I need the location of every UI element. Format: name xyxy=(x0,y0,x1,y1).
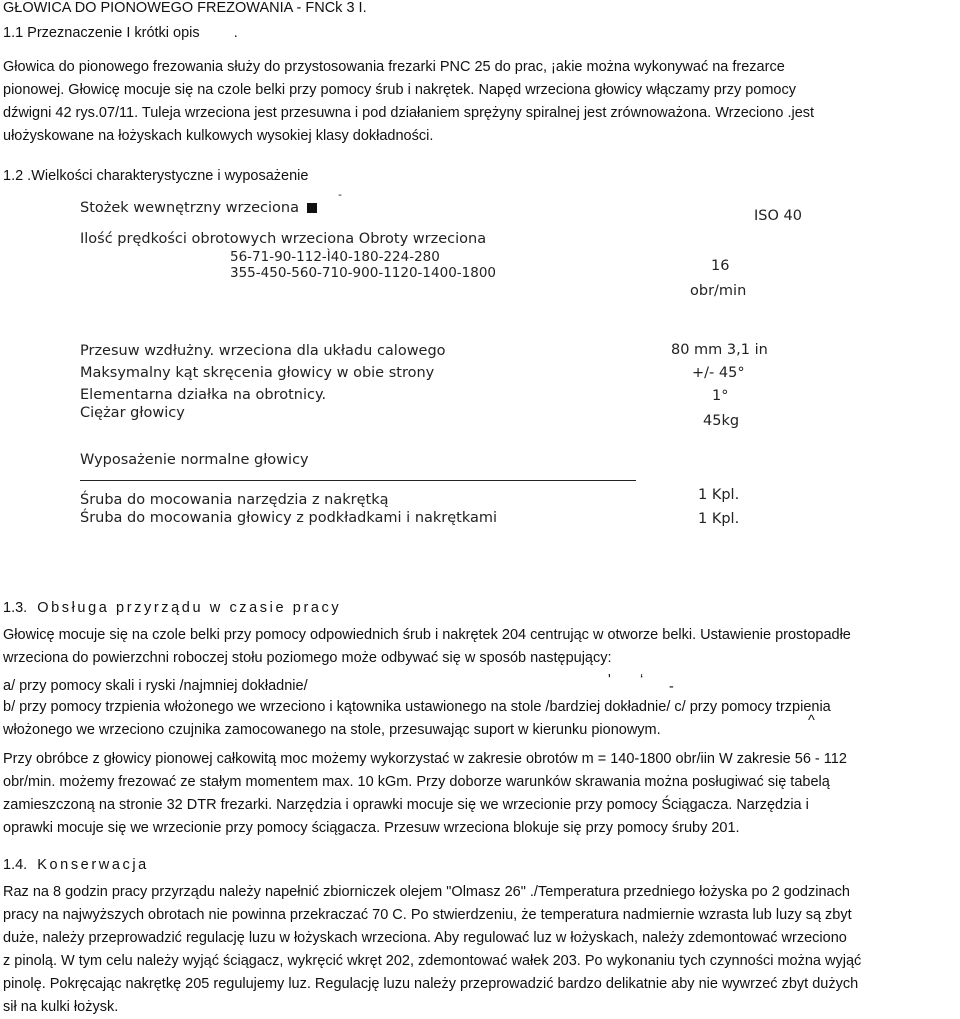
section-1-1-body xyxy=(3,56,958,148)
section-1-1-heading-text: 1.1 Przeznaczenie I krótki opis xyxy=(3,25,200,41)
equipment-value: 1 Kpl. xyxy=(698,487,740,503)
square-bullet-icon xyxy=(307,203,317,213)
section-number: 1.4. xyxy=(3,857,28,873)
text-line: Głowicę mocuje się na czole belki przy pomocy odpowiednich śrub i nakrętek 204 centrując w otworze belki. Ustawienie prostopadłe xyxy=(3,627,851,643)
item-a-mark: ‘ xyxy=(640,672,644,688)
param-label: Przesuw wzdłużny. wrzeciona dla układu calowego xyxy=(80,343,446,359)
speeds-unit: obr/min xyxy=(690,283,747,299)
document-title: GŁOWICA DO PIONOWEGO FREZOWANIA - FNCk 3 I. xyxy=(3,0,367,16)
section-1-3-heading xyxy=(3,600,341,616)
equipment-label: Śruba do mocowania narzędzia z nakrętką xyxy=(80,492,389,508)
section-1-1-heading-dot: . xyxy=(233,25,238,41)
section-1-3-paragraph-2 xyxy=(3,748,958,840)
param-value: +/- 45° xyxy=(692,365,745,381)
section-1-4-body xyxy=(3,881,958,1019)
text-line: pionowej. Głowicę mocuje się na czole belki przy pomocy śrub i nakrętek. Napęd wrzeciona głowicy włączamy przy pomocy xyxy=(3,82,796,98)
equipment-value: 1 Kpl. xyxy=(698,511,740,527)
section-title: Obsługa przyrządu w czasie pracy xyxy=(37,600,342,616)
text-line: duże, należy przeprowadzić regulację luzu w łożyskach wrzeciona. Aby regulować luz w łożyskach, należy zdemontować wrzeciono xyxy=(3,930,847,946)
text-line: Przy obróbce z głowicy pionowej całkowitą moc możemy wykorzystać w zakresie obrotów m = 140-1800 obr/iin W zakresie 56 - 112 xyxy=(3,751,847,767)
speeds-row-1: 56-71-90-112-Ì40-180-224-280 xyxy=(230,249,440,265)
section-1-1-heading xyxy=(3,25,238,41)
text-line: obr/min. możemy frezować ze stałym momentem max. 10 kGm. Przy doborze warunków skrawania można posługiwać się tabelą xyxy=(3,774,830,790)
section-1-3-intro xyxy=(3,624,958,670)
param-value: 1° xyxy=(712,388,729,404)
cone-mark: - xyxy=(338,188,342,201)
item-a-mark: ' xyxy=(608,672,611,688)
speeds-count: 16 xyxy=(711,258,730,274)
param-label: Ciężar głowicy xyxy=(80,405,185,421)
text-line: ułożyskowane na łożyskach kulkowych wysokiej klasy dokładności. xyxy=(3,128,434,144)
section-number: 1.3. xyxy=(3,600,28,616)
text-line: wrzeciona do powierzchni roboczej stołu poziomego może odbywać się w sposób następujący: xyxy=(3,650,612,666)
cone-label: Stożek wewnętrzny wrzeciona xyxy=(80,200,299,216)
param-value: 45kg xyxy=(703,413,740,429)
equipment-label: Śruba do mocowania głowicy z podkładkami i nakrętkami xyxy=(80,510,498,526)
item-a-mark: - xyxy=(669,679,674,695)
section-1-2-heading: 1.2 .Wielkości charakterystyczne i wyposażenie xyxy=(3,168,309,184)
text-line: włożonego we wrzeciono czujnika zamocowanego na stole, przesuwając suport w kierunku pionowym. xyxy=(3,722,661,738)
cone-value: ISO 40 xyxy=(754,208,802,224)
item-a: a/ przy pomocy skali i ryski /najmniej dokładnie/ xyxy=(3,678,308,694)
text-line: b/ przy pomocy trzpienia włożonego we wrzeciono i kątownika ustawionego na stole /bardziej dokładnie/ c/ przy pomocy trzpienia xyxy=(3,699,831,715)
equipment-heading: Wyposażenie normalne głowicy xyxy=(80,452,309,468)
param-label: Maksymalny kąt skręcenia głowicy w obie strony xyxy=(80,365,435,381)
text-line: zamieszczoną na stronie 32 DTR frezarki. Narzędzia i oprawki mocuje się we wrzecionie przy pomocy Ściągacza. Narzędzia i xyxy=(3,797,809,813)
text-line: z pinolą. W tym celu należy wyjąć ściągacz, wykręcić wkręt 202, zdemontować wałek 203. Po wykonaniu tych czynności można wyjąć xyxy=(3,953,862,969)
section-title: Konserwacja xyxy=(37,857,149,873)
text-line: pracy na najwyższych obrotach nie powinna przekraczać 70 C. Po stwierdzeniu, że temperatura nadmiernie wzrasta lub luzy są zbyt xyxy=(3,907,852,923)
text-line: oprawki mocuje się we wrzecionie przy pomocy ściągacza. Przesuw wrzeciona blokuje się przy pomocy śruby 201. xyxy=(3,820,740,836)
text-line: pinolę. Pokręcając nakrętkę 205 regulujemy luz. Regulację luzu należy przeprowadzić bardzo delikatnie aby nie wywrzeć zbyt dużych xyxy=(3,976,859,992)
speeds-row-2: 355-450-560-710-900-1120-1400-1800 xyxy=(230,265,497,281)
section-1-4-heading xyxy=(3,857,149,873)
param-value: 80 mm 3,1 in xyxy=(671,342,768,358)
text-line: Raz na 8 godzin pracy przyrządu należy napełnić zbiorniczek olejem "Olmasz 26" ./Temperatura przedniego łożyska po 2 godzinach xyxy=(3,884,850,900)
text-line: dźwigni 42 rys.07/11. Tuleja wrzeciona jest przesuwna i pod działaniem sprężyny spiralnej jest zrównoważona. Wrzeciono .jest xyxy=(3,105,815,121)
param-label: Elementarna działka na obrotnicy. xyxy=(80,387,327,403)
text-line: sił na kulki łożysk. xyxy=(3,999,119,1015)
text-line: Głowica do pionowego frezowania służy do przystosowania frezarki PNC 25 do prac, ¡akie można wykonywać na frezarce xyxy=(3,59,785,75)
cone-label-row xyxy=(80,200,317,216)
item-b-mark: ^ xyxy=(808,713,815,729)
divider-line xyxy=(80,480,636,481)
speeds-label: Ilość prędkości obrotowych wrzeciona Obroty wrzeciona xyxy=(80,231,487,247)
